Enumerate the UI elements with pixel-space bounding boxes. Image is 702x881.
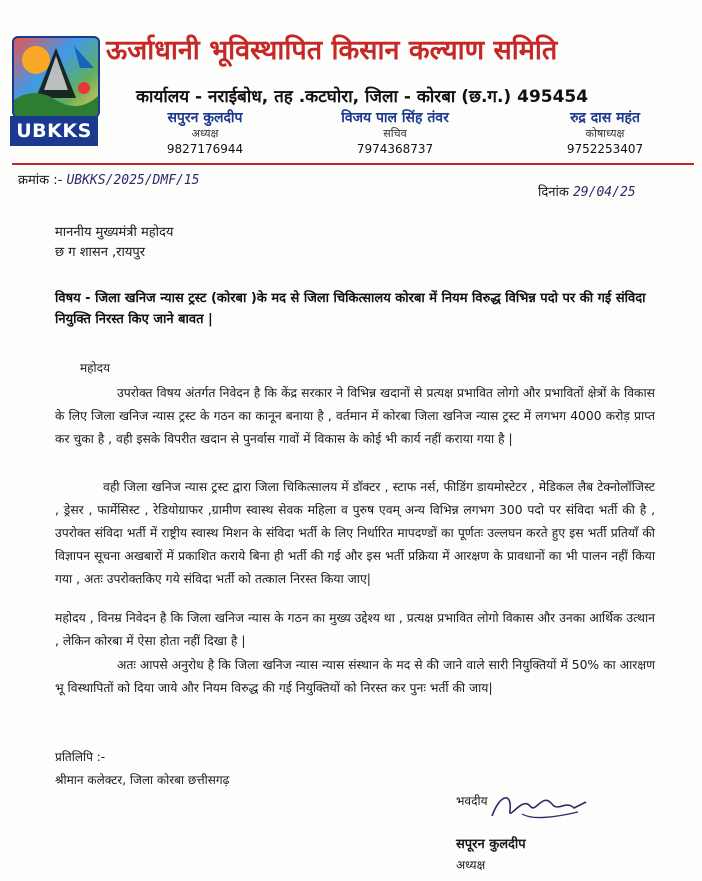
- officer-name: विजय पाल सिंह तंवर: [341, 110, 449, 126]
- officer-name: सपुरन कुलदीप: [167, 110, 243, 126]
- officer-phone: 9827176944: [166, 142, 244, 156]
- copy-recipient: श्रीमान कलेक्टर, जिला कोरबा छत्तीसगढ़: [55, 773, 230, 787]
- organization-address: कार्यालय - नराईबोध, तह .कटघोरा, जिला - कोरबा (छ.ग.) 495454: [136, 87, 589, 107]
- body-paragraph: महोदय , विनम्र निवेदन है कि जिला खनिज न्यास के गठन का मुख्य उद्देश्य था , प्रत्यक्ष प्रभावित लोगो विकास और उनका आर्थिक उत्थान , लेकिन कोरबा में ऐसा होता नहीं दिखा है |: [55, 611, 655, 648]
- officer-treasurer: [545, 110, 665, 158]
- date-label: दिनांक: [538, 185, 569, 200]
- signatory-name: सपूरन कुलदीप: [456, 837, 526, 852]
- organization-title: ऊर्जाधानी भूविस्थापित किसान कल्याण समिति: [106, 35, 558, 66]
- reference-value: UBKKS/2025/DMF/15: [66, 173, 200, 188]
- handwritten-signature-icon: [482, 786, 602, 830]
- salutation: महोदय: [80, 361, 110, 375]
- signatory-role: अध्यक्ष: [456, 858, 486, 872]
- reference-number: [18, 170, 200, 188]
- reference-label: क्रमांक :-: [18, 173, 63, 188]
- officer-role: सचिव: [383, 127, 407, 140]
- recipient-line-1: माननीय मुख्यमंत्री महोदय: [55, 225, 174, 240]
- officer-role: अध्यक्ष: [191, 127, 219, 140]
- copy-label: प्रतिलिपि :-: [55, 750, 106, 764]
- officer-role: कोषाध्यक्ष: [585, 127, 625, 140]
- officer-name: रुद्र दास महंत: [570, 110, 640, 126]
- officer-phone: 7974368737: [356, 142, 434, 156]
- date-value: 29/04/25: [572, 185, 636, 200]
- logo-abbreviation: UBKKS: [10, 116, 98, 146]
- signature-block: [456, 792, 656, 877]
- officer-secretary: [310, 110, 480, 158]
- closing-text: भवदीय: [456, 794, 488, 808]
- ubkks-logo: [8, 36, 100, 148]
- body-paragraph: अतः आपसे अनुरोध है कि जिला खनिज न्यास न्यास संस्थान के मद से की जाने वाले सारी नियुक्तियों में 50% का आरक्षण भू विस्थापितों को दिया जाये और नियम विरुद्ध की गई नियुक्तियों को निरस्त कर पुनः भर्ती की जाय|: [55, 658, 655, 695]
- body-paragraph: उपरोक्त विषय अंतर्गत निवेदन है कि केंद्र सरकार ने विभिन्न खदानों से प्रत्यक्ष प्रभावित लोगो और प्रभावितों क्षेत्रों के विकास के लिए जिला खनिज न्यास ट्रस्ट के गठन का कानून बनाया है , वर्तमान में कोरबा जिला खनिज न्यास ट्रस्ट में लगभग 4000 करोड़ प्राप्त कर चुका है , वही इसके विपरीत खदान से पुनर्वास गावों में विकास के कोई भी कार्य नहीं कराया गया है |: [55, 386, 655, 446]
- logo-emblem-icon: [12, 36, 100, 118]
- officer-phone: 9752253407: [566, 142, 644, 156]
- recipient-line-2: छ ग शासन ,रायपुर: [55, 245, 146, 260]
- body-paragraph: वही जिला खनिज न्यास ट्रस्ट द्वारा जिला चिकित्सालय में डॉक्टर , स्टाफ नर्स, फीडिंग डायमोस्टेटर , मेडिकल लैब टेक्नोलॉजिस्ट , ड्रेसर , फार्मेसिस्ट , रेडियोग्राफर ,ग्रामीण स्वास्थ सेवक महिला व पुरुष एवम् अन्य विभिन्न लगभग 300 पदो पर संविदा भर्ती की है , उपरोक्त संविदा भर्ती में राष्ट्रीय स्वास्थ मिशन के संविदा भर्ती के लिए निर्धारित मापदण्डों का पूर्णतः उल्लघन करते हुए इस भर्ती प्रतियाँ की विज्ञापन सूचना अखबारों में प्रकाशित कराये बिना ही भर्ती की गई और इस भर्ती प्रक्रिया में आरक्षण के प्रावधानों का भी पालन नहीं किया गया , अतः उपरोक्तकिए गये संविदा भर्ती को तत्काल निरस्त किया जाए|: [55, 480, 655, 586]
- header-divider: [12, 163, 694, 165]
- letter-subject: विषय - जिला खनिज न्यास ट्रस्ट (कोरबा )के मद से जिला चिकित्सालय कोरबा में नियम विरुद्ध विभिन्न पदो पर की गई संविदा नियुक्ति निरस्त किए जाने बावत |: [55, 291, 646, 327]
- letter-date: [538, 182, 636, 200]
- officer-president: [150, 110, 260, 158]
